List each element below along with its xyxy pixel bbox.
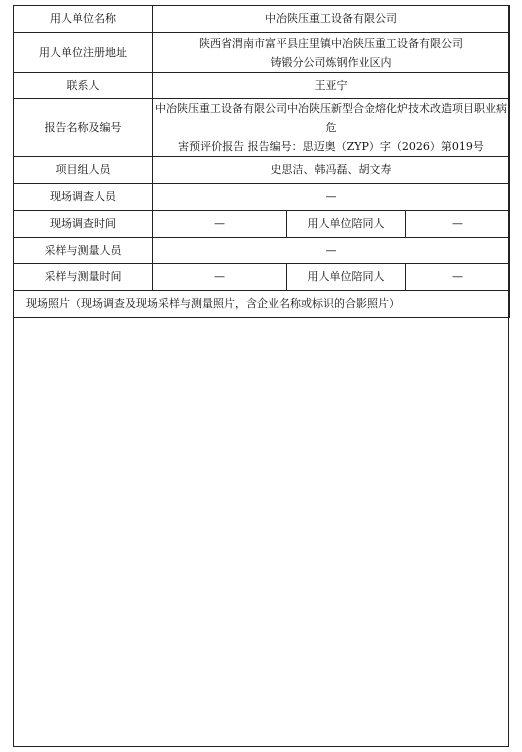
unit-address-line1: 陕西省渭南市富平县庄里镇中冶陕压重工设备有限公司 bbox=[199, 36, 464, 50]
unit-name-value: 中冶陕压重工设备有限公司 bbox=[153, 6, 510, 33]
survey-companion-label: 用人单位陪同人 bbox=[287, 211, 406, 238]
survey-time-label: 现场调查时间 bbox=[14, 211, 153, 238]
sampling-time-value: — bbox=[153, 264, 287, 291]
row-contact bbox=[14, 73, 510, 99]
sampling-companion-value: — bbox=[406, 264, 510, 291]
sampling-staff-value: — bbox=[153, 238, 510, 264]
sampling-staff-label: 采样与测量人员 bbox=[14, 238, 153, 264]
survey-companion-value: — bbox=[406, 211, 510, 238]
report-label: 报告名称及编号 bbox=[14, 99, 153, 157]
row-team bbox=[14, 157, 510, 184]
row-sampling-time bbox=[14, 264, 510, 291]
survey-record-sheet bbox=[13, 5, 509, 747]
row-sampling-staff bbox=[14, 238, 510, 264]
contact-value: 王亚宁 bbox=[153, 73, 510, 99]
row-report bbox=[14, 99, 510, 157]
report-line1: 中冶陕压重工设备有限公司中冶陕压新型合金熔化炉技术改造项目职业病危 bbox=[155, 102, 508, 134]
unit-address-line2: 铸锻分公司炼钢作业区内 bbox=[270, 55, 392, 69]
row-survey-time bbox=[14, 211, 510, 238]
survey-time-value: — bbox=[153, 211, 287, 238]
report-value bbox=[153, 99, 510, 157]
row-survey-staff bbox=[14, 184, 510, 211]
survey-staff-value: — bbox=[153, 184, 510, 211]
sampling-companion-label: 用人单位陪同人 bbox=[287, 264, 406, 291]
contact-label: 联系人 bbox=[14, 73, 153, 99]
unit-address-value bbox=[153, 33, 510, 73]
survey-staff-label: 现场调查人员 bbox=[14, 184, 153, 211]
row-photos-header bbox=[14, 291, 510, 318]
report-line2: 害预评价报告 报告编号：思迈奥（ZYP）字（2026）第019号 bbox=[178, 140, 484, 153]
photos-label: 现场照片（现场调查及现场采样与测量照片，含企业名称或标识的合影照片） bbox=[14, 291, 510, 318]
row-unit-name bbox=[14, 6, 510, 33]
unit-address-label: 用人单位注册地址 bbox=[14, 33, 153, 73]
team-value: 史思洁、韩冯磊、胡文寿 bbox=[153, 157, 510, 184]
unit-name-label: 用人单位名称 bbox=[14, 6, 153, 33]
sampling-time-label: 采样与测量时间 bbox=[14, 264, 153, 291]
record-table bbox=[13, 5, 510, 318]
team-label: 项目组人员 bbox=[14, 157, 153, 184]
row-unit-address bbox=[14, 33, 510, 73]
